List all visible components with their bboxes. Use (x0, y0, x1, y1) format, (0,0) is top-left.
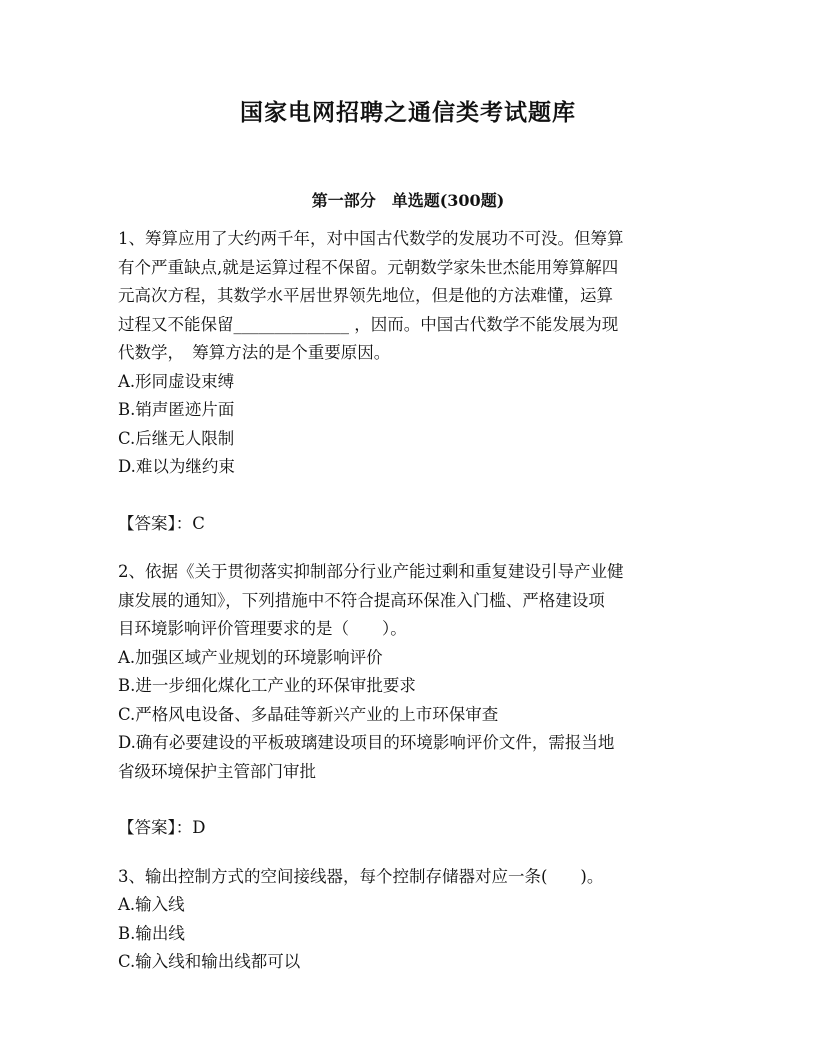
question-2-option-d-continued: 省级环境保护主管部门审批 (118, 761, 316, 781)
question-list (118, 225, 702, 977)
question-1 (118, 225, 702, 538)
question-1-line-5: 代数学， 筹算方法的是个重要原因。 (118, 343, 391, 362)
question-2-option-b: B.进一步细化煤化工产业的环保审批要求 (118, 676, 416, 695)
question-3-option-a: A.输入线 (118, 895, 185, 914)
question-3-line-1: 3、输出控制方式的空间接线器，每个控制存储器对应一条( )。 (118, 866, 604, 886)
question-3 (118, 863, 702, 977)
question-1-line-3: 元高次方程，其数学水平居世界领先地位，但是他的方法难懂，运算 (118, 286, 613, 305)
question-3-option-c: C.输入线和输出线都可以 (118, 952, 301, 971)
document-title: 国家电网招聘之通信类考试题库 (240, 99, 576, 126)
question-1-answer: 【答案】：C (118, 513, 205, 533)
question-1-option-b: B.销声匿迹片面 (118, 400, 235, 419)
question-1-option-a: A.形同虚设束缚 (118, 371, 235, 391)
question-1-line-2: 有个严重缺点,就是运算过程不保留。元朝数学家朱世杰能用筹算解四 (118, 257, 619, 277)
question-1-option-d: D.难以为继约束 (118, 457, 235, 476)
section-title: 第一部分 单选题(300题) (311, 191, 505, 210)
question-2-line-3: 目环境影响评价管理要求的是（ ）。 (118, 619, 407, 638)
question-1-option-c: C.后继无人限制 (118, 428, 235, 448)
question-1-line-4: 过程又不能保留______________ ，因而。中国古代数学不能发展为现 (118, 314, 619, 334)
question-2-option-d: D.确有必要建设的平板玻璃建设项目的环境影响评价文件，需报当地 (118, 733, 615, 752)
question-2-line-2: 康发展的通知》，下列措施中不符合提高环保准入门槛、严格建设项 (118, 590, 605, 610)
question-2-option-a: A.加强区域产业规划的环境影响评价 (118, 647, 383, 667)
question-2-answer: 【答案】：D (118, 818, 206, 837)
question-2-option-c: C.严格风电设备、多晶硅等新兴产业的上市环保审查 (118, 704, 499, 724)
question-3-option-b: B.输出线 (118, 923, 185, 943)
question-2-line-1: 2、依据《关于贯彻落实抑制部分行业产能过剩和重复建设引导产业健 (118, 562, 624, 581)
question-2 (118, 558, 702, 843)
question-1-line-1: 1、筹算应用了大约两千年，对中国古代数学的发展功不可没。但筹算 (118, 229, 624, 248)
